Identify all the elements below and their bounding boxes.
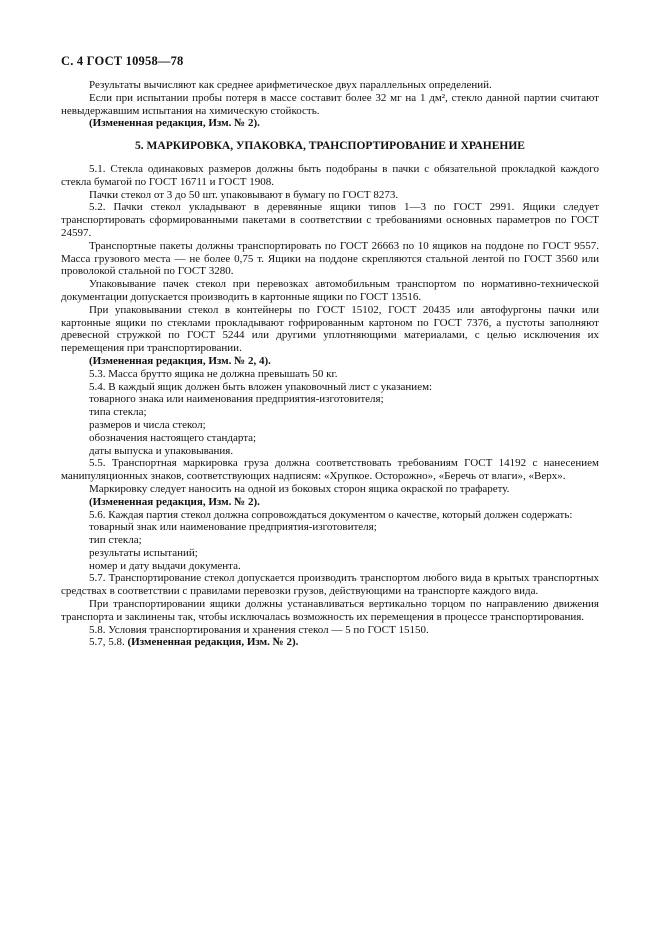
page-header: С. 4 ГОСТ 10958—78: [61, 54, 184, 68]
list-item: размеров и числа стекол;: [89, 418, 206, 431]
list-item: типа стекла;: [89, 406, 147, 419]
paragraph-5-5: 5.5. Транспортная маркировка груза должна соответствовать требованиям ГОСТ 14192 с нанесением манипуляционных знаков, соответствующих надписям: «Хрупкое. Осторожно», «Беречь от влаги», «Верх».: [61, 457, 599, 483]
paragraph: Транспортные пакеты должны транспортировать по ГОСТ 26663 по 10 ящиков на поддоне по ГОСТ 9557. Масса грузового места — не более 0,75 т. Ящики на поддоне скрепляются стальной лентой по ГОСТ 3560 или проволокой стальной по ГОСТ 3280.: [61, 239, 599, 278]
intro-paragraph: Если при испытании пробы потеря в массе составит более 32 мг на 1 дм², стекло данной партии считают невыдержавшим испытания на химическую стойкость.: [61, 91, 599, 117]
paragraph-5-2: 5.2. Пачки стекол укладывают в деревянные ящики типов 1—3 по ГОСТ 2991. Ящики следует транспортировать сформированными пакетами в соответствии с требованиями основных параметров по ГОСТ 24597.: [61, 201, 599, 239]
final-edition-note: [61, 636, 599, 649]
paragraph: Маркировку следует наносить на одной из боковых сторон ящика окраской по трафарету.: [89, 482, 510, 495]
intro-paragraph: Результаты вычисляют как среднее арифметическое двух параллельных определений.: [89, 79, 492, 91]
paragraph-5-3: 5.3. Масса брутто ящика не должна превышать 50 кг.: [89, 367, 338, 380]
paragraph: Упаковывание пачек стекол при перевозках автомобильным транспортом по нормативно-технической документации допускается производить в картонные ящики по ГОСТ 13516.: [61, 278, 599, 303]
paragraph-5-8: 5.8. Условия транспортирования и хранения стекол — 5 по ГОСТ 15150.: [89, 623, 429, 636]
edition-note: (Измененная редакция, Изм. № 2, 4).: [89, 354, 271, 367]
paragraph-5-4: 5.4. В каждый ящик должен быть вложен упаковочный лист с указанием:: [89, 380, 433, 393]
paragraph-5-1: 5.1. Стекла одинаковых размеров должны быть подобраны в пачки с обязательной прокладкой каждого стекла бумагой по ГОСТ 16711 и ГОСТ 1908.: [61, 162, 599, 188]
paragraph-5-7: 5.7. Транспортирование стекол допускается производить транспортом любого вида в крытых транспортных средствах в соответствии с правилами перевозки грузов, действующими на транспорте каждого вида.: [61, 572, 599, 598]
paragraph-5-6: 5.6. Каждая партия стекол должна сопровождаться документом о качестве, который должен содержать:: [89, 508, 573, 521]
list-item: результаты испытаний;: [89, 546, 198, 559]
edition-note: (Измененная редакция, Изм. № 2).: [89, 495, 260, 508]
section-heading: 5. МАРКИРОВКА, УПАКОВКА, ТРАНСПОРТИРОВАНИЕ И ХРАНЕНИЕ: [135, 140, 525, 153]
list-item: номер и дату выдачи документа.: [89, 559, 241, 572]
list-item: товарного знака или наименования предприятия-изготовителя;: [89, 393, 384, 406]
paragraph: При транспортировании ящики должны устанавливаться вертикально торцом по направлению движения транспорта и заклинены так, чтобы исключалась возможность их перемещения в процессе транспортирования.: [61, 598, 599, 623]
edition-note: (Измененная редакция, Изм. № 2).: [89, 117, 260, 130]
paragraph: Пачки стекол от 3 до 50 шт. упаковывают в бумагу по ГОСТ 8273.: [89, 188, 399, 201]
paragraph: При упаковывании стекол в контейнеры по ГОСТ 15102, ГОСТ 20435 или автофургоны пачки или картонные ящики по стеклами прокладывают гофрированным картоном по ГОСТ 7376, а пустоты заполняют древесной стружкой по ГОСТ 5244 или другими уплотняющими материалами, с целью исключения их перемещения при транспортировании.: [61, 303, 599, 355]
edition-note: (Измененная редакция, Изм. № 2).: [127, 636, 299, 649]
list-item: товарный знак или наименование предприятия-изготовителя;: [89, 521, 377, 534]
clause-refs: 5.7, 5.8.: [89, 636, 125, 649]
document-body: [61, 79, 599, 649]
list-item: даты выпуска и упаковывания.: [89, 444, 234, 457]
list-item: тип стекла;: [89, 534, 142, 547]
list-item: обозначения настоящего стандарта;: [89, 431, 257, 444]
